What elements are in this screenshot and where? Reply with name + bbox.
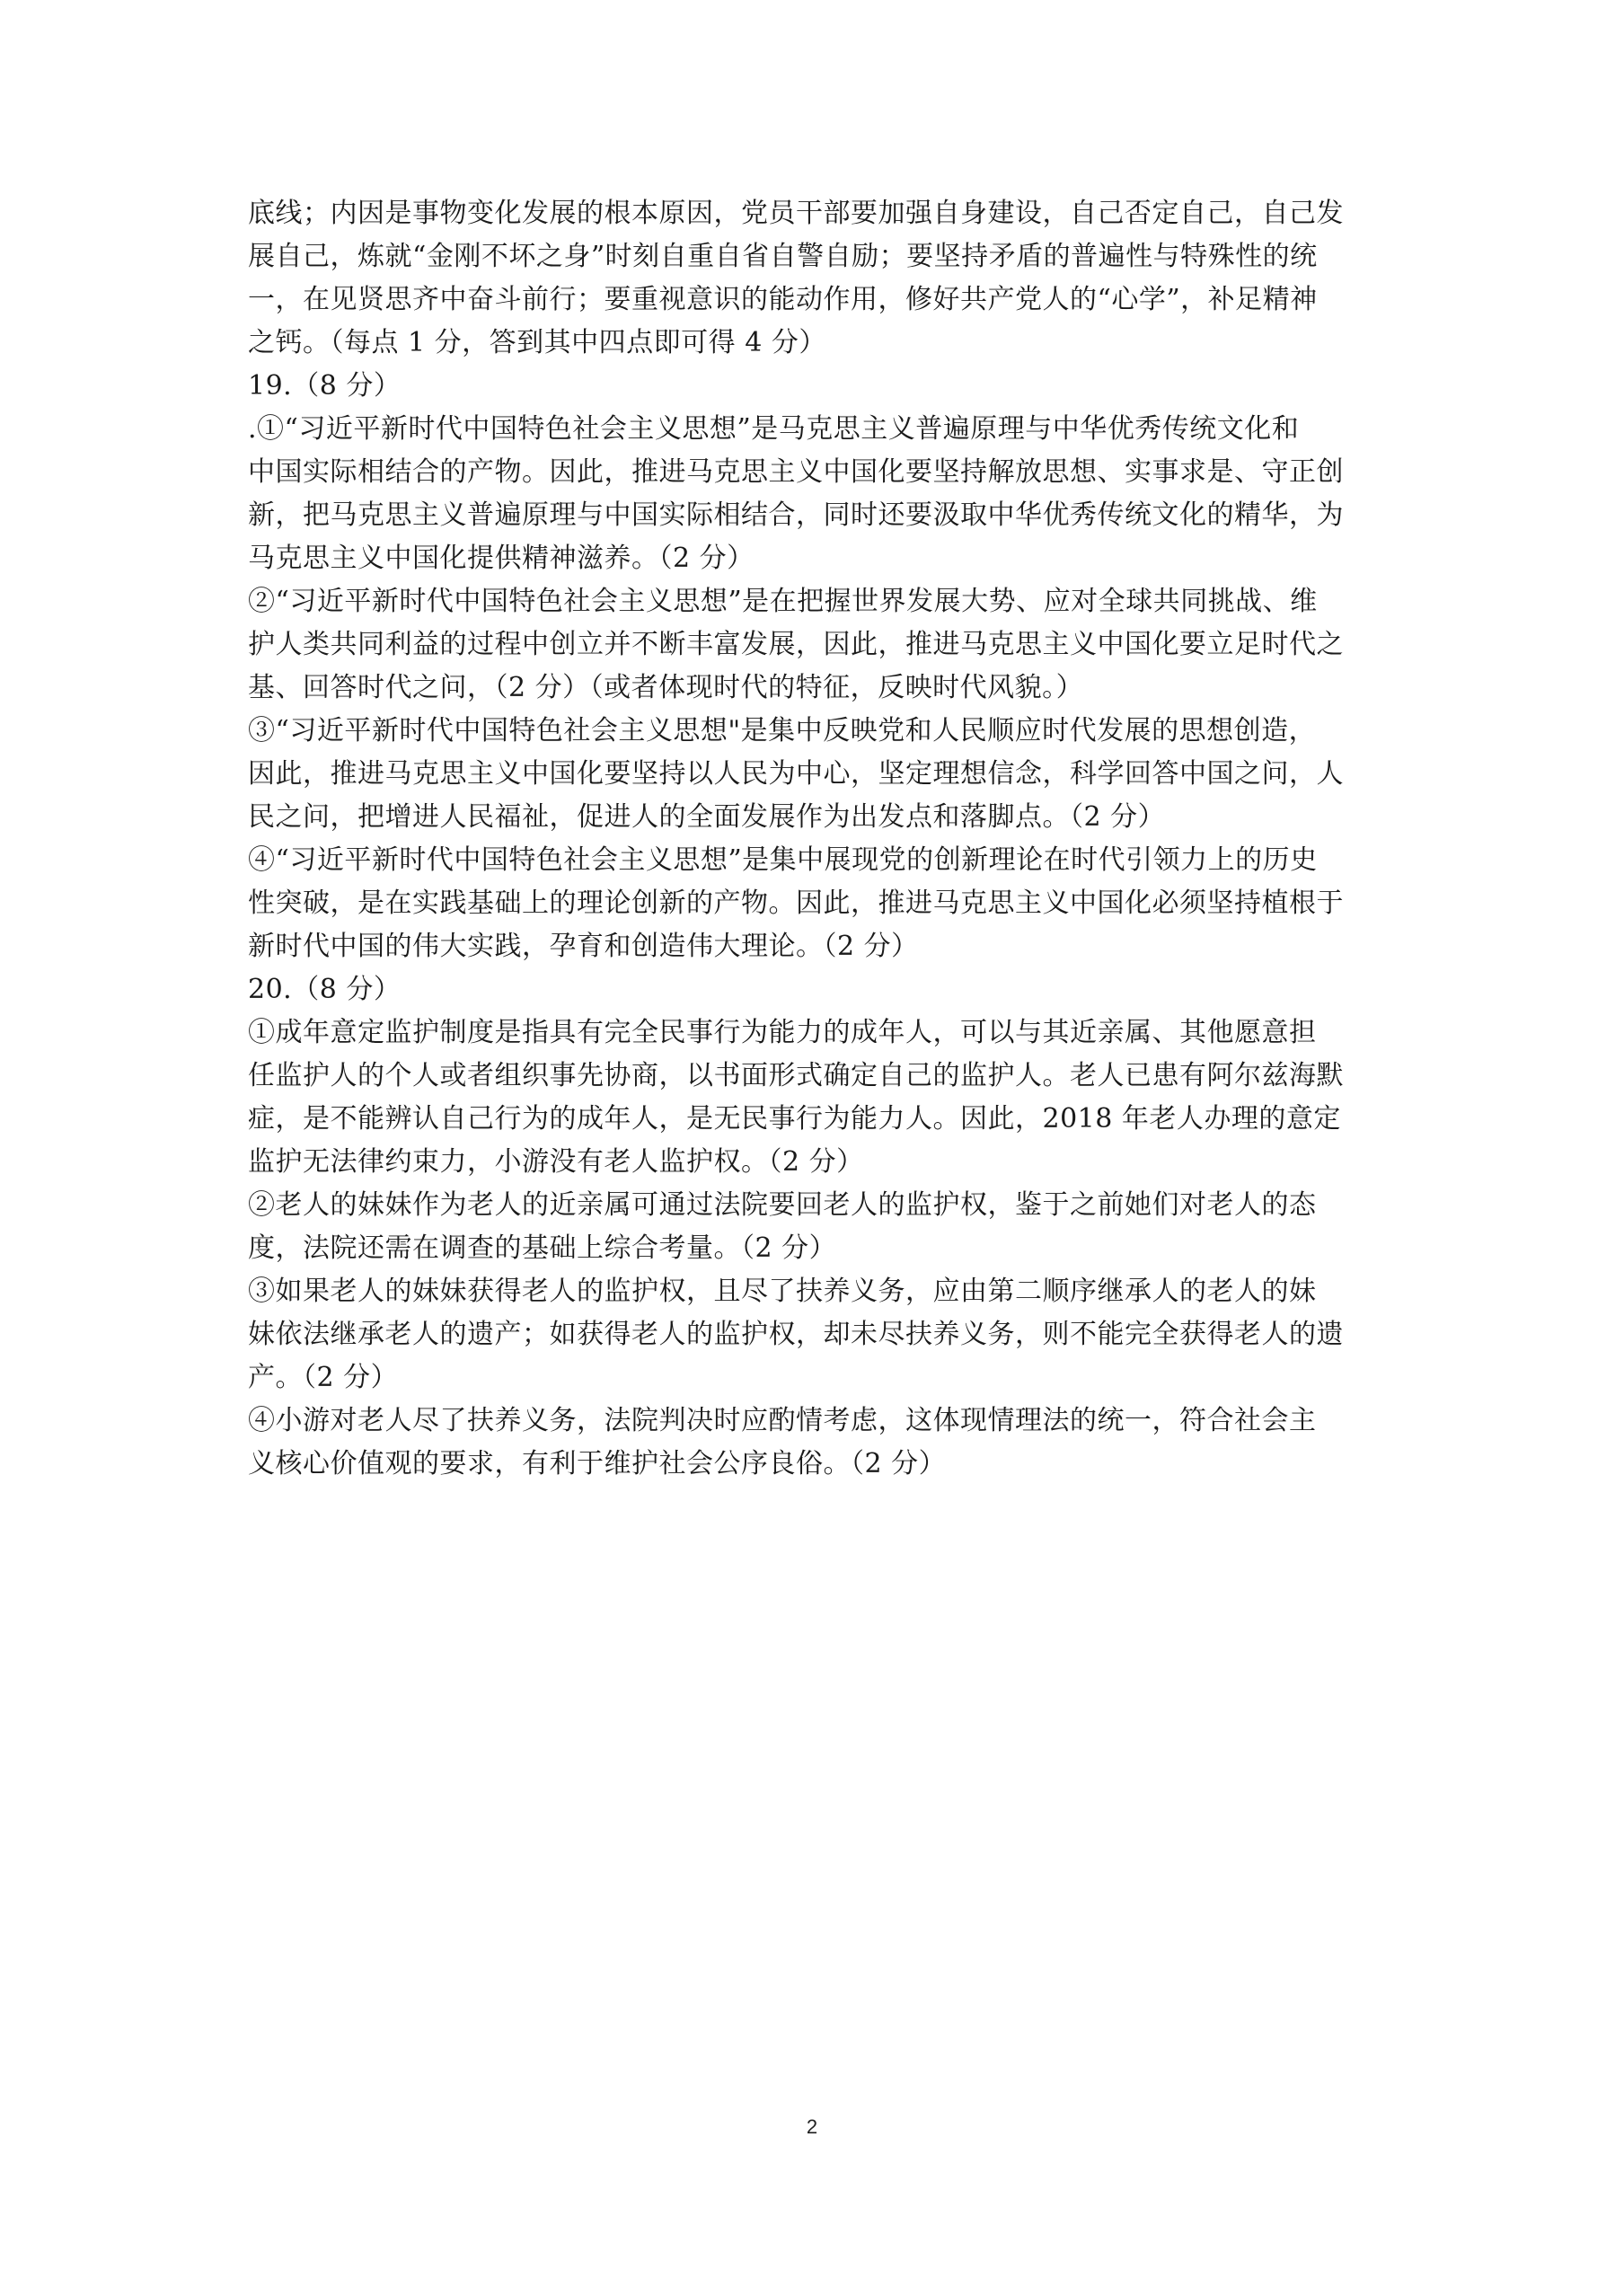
text-line: ③“习近平新时代中国特色社会主义思想"是集中反映党和人民顺应时代发展的思想创造， xyxy=(248,715,1317,746)
text-line: 一，在见贤思齐中奋斗前行；要重视意识的能动作用，修好共产党人的“心学”，补足精神 xyxy=(248,284,1318,315)
text-line: 妹依法继承老人的遗产；如获得老人的监护权，却未尽扶养义务，则不能完全获得老人的遗 xyxy=(248,1319,1344,1350)
answer-text xyxy=(248,192,1383,1486)
text-line: 新，把马克思主义普遍原理与中国实际相结合，同时还要汲取中华优秀传统文化的精华，为 xyxy=(248,499,1344,531)
text-line: 基、回答时代之问，（2 分）（或者体现时代的特征，反映时代风貌。） xyxy=(248,672,1084,703)
text-line: ④“习近平新时代中国特色社会主义思想”是集中展现党的创新理论在时代引领力上的历史 xyxy=(248,844,1318,876)
text-line: 马克思主义中国化提供精神滋养。（2 分） xyxy=(248,543,755,574)
text-line: 民之问，把增进人民福祉，促进人的全面发展作为出发点和落脚点。（2 分） xyxy=(248,801,1166,833)
question-heading: 20.（8 分） xyxy=(248,974,402,1005)
text-line: 监护无法律约束力，小游没有老人监护权。（2 分） xyxy=(248,1146,864,1178)
text-line: .①“习近平新时代中国特色社会主义思想”是马克思主义普遍原理与中华优秀传统文化和 xyxy=(248,413,1300,445)
text-line: ①成年意定监护制度是指具有完全民事行为能力的成年人，可以与其近亲属、其他愿意担 xyxy=(248,1017,1317,1048)
text-line: 底线；内因是事物变化发展的根本原因，党员干部要加强自身建设，自己否定自己，自己发 xyxy=(248,198,1344,229)
page-number: 2 xyxy=(806,2115,818,2138)
text-line: 性突破，是在实践基础上的理论创新的产物。因此，推进马克思主义中国化必须坚持植根于 xyxy=(248,887,1344,919)
text-line: 度，法院还需在调查的基础上综合考量。（2 分） xyxy=(248,1232,837,1264)
text-line: 展自己，炼就“金刚不坏之身”时刻自重自省自警自励；要坚持矛盾的普遍性与特殊性的统 xyxy=(248,241,1318,272)
text-line: 任监护人的个人或者组织事先协商，以书面形式确定自己的监护人。老人已患有阿尔兹海默 xyxy=(248,1060,1344,1091)
text-line: 新时代中国的伟大实践，孕育和创造伟大理论。（2 分） xyxy=(248,931,919,962)
text-line: 因此，推进马克思主义中国化要坚持以人民为中心，坚定理想信念，科学回答中国之问，人 xyxy=(248,758,1344,790)
text-line: ②“习近平新时代中国特色社会主义思想”是在把握世界发展大势、应对全球共同挑战、维 xyxy=(248,586,1318,617)
text-line: 之钙。（每点 1 分，答到其中四点即可得 4 分） xyxy=(248,327,826,358)
text-line: 产。（2 分） xyxy=(248,1362,399,1393)
text-line: ④小游对老人尽了扶养义务，法院判决时应酌情考虑，这体现情理法的统一，符合社会主 xyxy=(248,1405,1317,1436)
text-line: 护人类共同利益的过程中创立并不断丰富发展，因此，推进马克思主义中国化要立足时代之 xyxy=(248,629,1344,660)
text-line: ②老人的妹妹作为老人的近亲属可通过法院要回老人的监护权，鉴于之前她们对老人的态 xyxy=(248,1189,1317,1221)
text-line: ③如果老人的妹妹获得老人的监护权，且尽了扶养义务，应由第二顺序继承人的老人的妹 xyxy=(248,1276,1317,1307)
text-line: 中国实际相结合的产物。因此，推进马克思主义中国化要坚持解放思想、实事求是、守正创 xyxy=(248,456,1344,488)
question-heading: 19.（8 分） xyxy=(248,370,402,402)
text-line: 症，是不能辨认自己行为的成年人，是无民事行为能力人。因此，2018 年老人办理的意定 xyxy=(248,1103,1341,1135)
text-line: 义核心价值观的要求，有利于维护社会公序良俗。（2 分） xyxy=(248,1448,947,1479)
